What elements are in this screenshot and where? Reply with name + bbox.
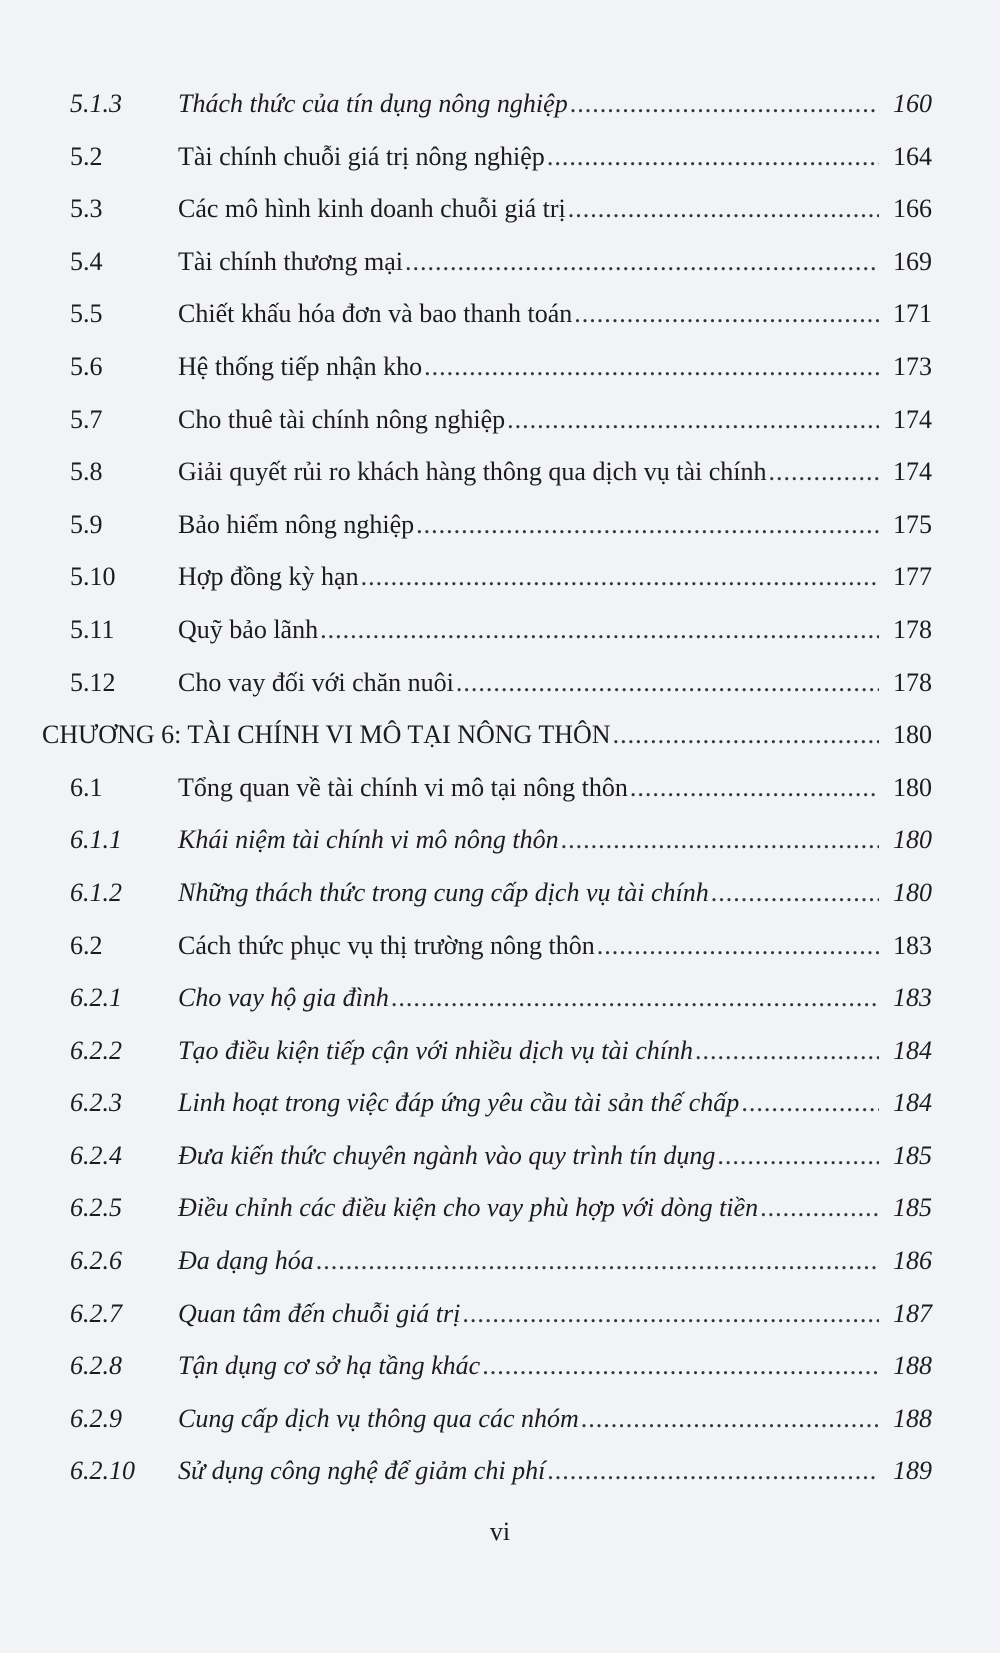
toc-page-number: 171 (893, 299, 932, 329)
toc-title: Cho thuê tài chính nông nghiệp (178, 404, 506, 434)
toc-page-number: 185 (893, 1140, 932, 1170)
toc-entry (0, 972, 1000, 1025)
toc-title-line (178, 1077, 879, 1130)
toc-title: Cho vay đối với chăn nuôi (178, 667, 454, 697)
toc-section-number: 6.2.6 (70, 1246, 122, 1276)
toc-section-number: 5.6 (70, 351, 103, 381)
toc-page-number: 184 (893, 1088, 932, 1118)
toc-entry (0, 1288, 1000, 1341)
toc-section-number: 6.1.1 (70, 825, 122, 855)
toc-entry (0, 762, 1000, 815)
toc-dot-leader (611, 709, 879, 762)
toc-page-number: 174 (893, 404, 932, 434)
toc-title-line (178, 604, 879, 657)
toc-page-number: 175 (893, 509, 932, 539)
toc-entry (0, 1445, 1000, 1498)
toc-dot-leader (715, 1130, 879, 1183)
toc-dot-leader (559, 814, 879, 867)
toc-page-number: 178 (893, 614, 932, 644)
toc-page-number: 180 (893, 877, 932, 907)
toc-title-line (178, 1235, 879, 1288)
toc-page-number: 180 (893, 825, 932, 855)
toc-title-line (178, 920, 879, 973)
toc-title-line (178, 551, 879, 604)
toc-title: Cho vay hộ gia đình (178, 983, 389, 1013)
toc-title-line (178, 341, 879, 394)
toc-section-number: 6.2.4 (70, 1140, 122, 1170)
toc-title: Tận dụng cơ sở hạ tầng khác (178, 1351, 481, 1381)
toc-page-number: 177 (893, 562, 932, 592)
toc-title-line (178, 183, 879, 236)
toc-title-line (178, 972, 879, 1025)
toc-section-number: 6.2.2 (70, 1035, 122, 1065)
toc-entry (0, 394, 1000, 447)
toc-entry (0, 1130, 1000, 1183)
toc-dot-leader (454, 657, 879, 710)
toc-page-number: 183 (893, 930, 932, 960)
toc-entry (0, 183, 1000, 236)
toc-page-number: 166 (893, 194, 932, 224)
toc-title: Quan tâm đến chuỗi giá trị (178, 1298, 461, 1328)
toc-title-line (178, 446, 879, 499)
toc-title: Quỹ bảo lãnh (178, 614, 319, 644)
toc-title: Sử dụng công nghệ để giảm chi phí (178, 1456, 546, 1486)
toc-section-number: 5.2 (70, 141, 103, 171)
toc-section-number: 5.3 (70, 194, 103, 224)
toc-entry (0, 78, 1000, 131)
toc-entry (0, 446, 1000, 499)
toc-section-number: 5.4 (70, 246, 103, 276)
toc-section-number: 5.8 (70, 457, 103, 487)
toc-dot-leader (572, 288, 879, 341)
toc-title: Khái niệm tài chính vi mô nông thôn (178, 825, 559, 855)
toc-title: Giải quyết rủi ro khách hàng thông qua dịch vụ tài chính (178, 457, 767, 487)
toc-entry (0, 1025, 1000, 1078)
toc-title-line (178, 1182, 879, 1235)
toc-title-line (178, 78, 879, 131)
toc-page-number: 188 (893, 1351, 932, 1381)
toc-page-number: 178 (893, 667, 932, 697)
toc-page-number: 188 (893, 1403, 932, 1433)
toc-entry (0, 604, 1000, 657)
toc-section-number: 5.7 (70, 404, 103, 434)
toc-entry (0, 814, 1000, 867)
toc-entry (0, 288, 1000, 341)
toc-title: Cung cấp dịch vụ thông qua các nhóm (178, 1403, 579, 1433)
toc-page-number: 187 (893, 1298, 932, 1328)
toc-entry (0, 920, 1000, 973)
toc-section-number: 5.1.3 (70, 89, 122, 118)
toc-dot-leader (403, 236, 879, 289)
toc-section-number: 6.2.5 (70, 1193, 122, 1223)
toc-title: Tổng quan về tài chính vi mô tại nông thôn (178, 772, 628, 802)
toc-dot-leader (414, 499, 879, 552)
toc-dot-leader (389, 972, 879, 1025)
toc-title: Thách thức của tín dụng nông nghiệp (178, 89, 568, 118)
toc-entry (0, 131, 1000, 184)
toc-entry (0, 1340, 1000, 1393)
toc-dot-leader (505, 394, 879, 447)
toc-title: Tài chính chuỗi giá trị nông nghiệp (178, 141, 545, 171)
toc-dot-leader (480, 1340, 879, 1393)
toc-entry (0, 867, 1000, 920)
toc-title: Chiết khấu hóa đơn và bao thanh toán (178, 299, 573, 329)
toc-dot-leader (460, 1288, 879, 1341)
toc-page-number: 184 (893, 1035, 932, 1065)
toc-page-number: 160 (893, 89, 932, 118)
toc-title-line (178, 1130, 879, 1183)
toc-section-number: 5.11 (70, 614, 115, 644)
toc-title-line (178, 1288, 879, 1341)
toc-entry (0, 236, 1000, 289)
toc-title: Đa dạng hóa (178, 1246, 314, 1276)
toc-title-line (178, 288, 879, 341)
toc-page-number: 189 (893, 1456, 932, 1486)
toc-title-line (42, 709, 879, 762)
toc-page-number: 164 (893, 141, 932, 171)
toc-page-number: 183 (893, 983, 932, 1013)
toc-title: Tạo điều kiện tiếp cận với nhiều dịch vụ tài chính (178, 1035, 693, 1065)
toc-dot-leader (693, 1025, 879, 1078)
toc-title-line (178, 1393, 879, 1446)
toc-title-line (178, 499, 879, 552)
toc-entry (0, 1393, 1000, 1446)
toc-title: Điều chỉnh các điều kiện cho vay phù hợp với dòng tiền (178, 1193, 759, 1223)
toc-dot-leader (545, 1445, 879, 1498)
toc-title: Hợp đồng kỳ hạn (178, 562, 359, 592)
toc-title: CHƯƠNG 6: TÀI CHÍNH VI MÔ TẠI NÔNG THÔN (42, 720, 611, 750)
toc-title: Các mô hình kinh doanh chuỗi giá trị (178, 194, 566, 224)
toc-entry (0, 1235, 1000, 1288)
toc-dot-leader (758, 1182, 879, 1235)
toc-section-number: 5.9 (70, 509, 103, 539)
toc-section-number: 6.1.2 (70, 877, 122, 907)
toc-entry (0, 1182, 1000, 1235)
toc-title-line (178, 1340, 879, 1393)
toc-entry (0, 551, 1000, 604)
toc-section-number: 6.2.10 (70, 1456, 135, 1486)
toc-section-number: 6.2 (70, 930, 103, 960)
toc-page-number: 169 (893, 246, 932, 276)
toc-title-line (178, 657, 879, 710)
toc-title-line (178, 762, 879, 815)
toc-section-number: 6.2.8 (70, 1351, 122, 1381)
toc-section-number: 5.5 (70, 299, 103, 329)
toc-title: Linh hoạt trong việc đáp ứng yêu cầu tài sản thế chấp (178, 1088, 740, 1118)
toc-title: Cách thức phục vụ thị trường nông thôn (178, 930, 595, 960)
toc-title-line (178, 236, 879, 289)
toc-page-number: 174 (893, 457, 932, 487)
toc-dot-leader (739, 1077, 879, 1130)
toc-section-number: 6.2.1 (70, 983, 122, 1013)
toc-entry (0, 657, 1000, 710)
toc-section-number: 6.1 (70, 772, 103, 802)
toc-section-number: 6.2.9 (70, 1403, 122, 1433)
toc-dot-leader (566, 183, 879, 236)
toc-page-number: 185 (893, 1193, 932, 1223)
toc-title: Tài chính thương mại (178, 246, 403, 276)
toc-dot-leader (628, 762, 879, 815)
toc-title-line (178, 1025, 879, 1078)
toc-section-number: 5.10 (70, 562, 116, 592)
toc-dot-leader (314, 1235, 879, 1288)
toc-dot-leader (545, 131, 879, 184)
toc-chapter-entry (0, 709, 1000, 762)
toc-dot-leader (359, 551, 879, 604)
toc-dot-leader (422, 341, 879, 394)
toc-entry (0, 341, 1000, 394)
toc-title-line (178, 394, 879, 447)
toc-title: Những thách thức trong cung cấp dịch vụ tài chính (178, 877, 709, 907)
toc-title: Bảo hiểm nông nghiệp (178, 509, 415, 539)
toc-page-number: 173 (893, 351, 932, 381)
toc-title: Đưa kiến thức chuyên ngành vào quy trình tín dụng (178, 1140, 716, 1170)
toc-title-line (178, 867, 879, 920)
toc-page-number: 186 (893, 1246, 932, 1276)
toc-dot-leader (595, 920, 879, 973)
toc-dot-leader (579, 1393, 879, 1446)
toc-section-number: 6.2.3 (70, 1088, 122, 1118)
toc-title-line (178, 131, 879, 184)
toc-title: Hệ thống tiếp nhận kho (178, 351, 423, 381)
toc-page-number: 180 (893, 772, 932, 802)
toc-title-line (178, 814, 879, 867)
toc-dot-leader (766, 446, 879, 499)
toc-dot-leader (568, 78, 879, 131)
toc-entry (0, 1077, 1000, 1130)
toc-dot-leader (709, 867, 879, 920)
table-of-contents (0, 78, 1000, 1498)
toc-dot-leader (318, 604, 879, 657)
toc-entry (0, 499, 1000, 552)
page-number-footer: vi (489, 1517, 511, 1546)
toc-section-number: 6.2.7 (70, 1298, 122, 1328)
toc-section-number: 5.12 (70, 667, 116, 697)
toc-title-line (178, 1445, 879, 1498)
toc-page-number: 180 (893, 720, 932, 750)
